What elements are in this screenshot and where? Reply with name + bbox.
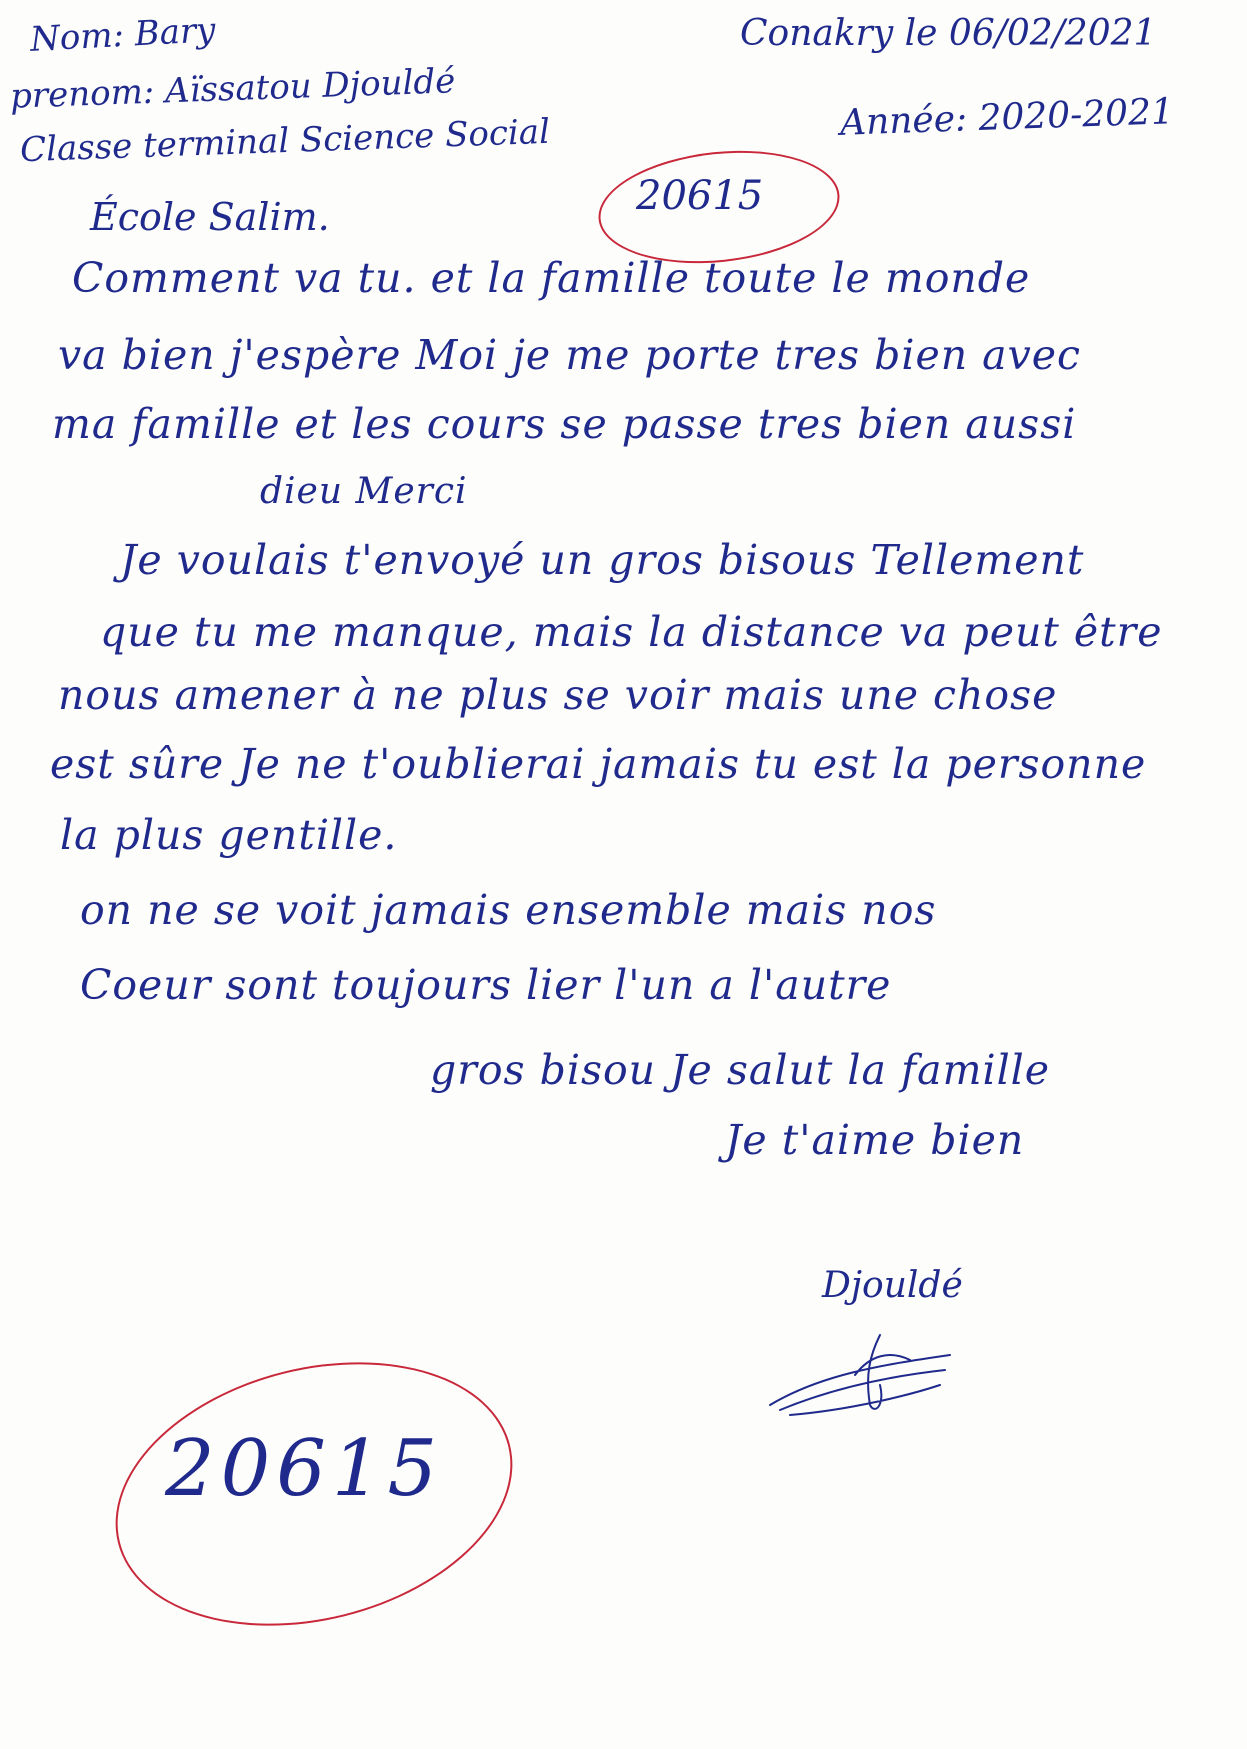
body-line-6: que tu me manque, mais la distance va peut être	[100, 608, 1163, 656]
signature-scribble	[760, 1315, 960, 1425]
body-line-2: va bien j'espère Moi je me porte tres bien avec	[58, 331, 1081, 379]
header-annee: Année: 2020-2021	[839, 91, 1175, 144]
body-line-7: nous amener à ne plus se voir mais une chose	[58, 671, 1058, 719]
header-lieu-date: Conakry le 06/02/2021	[740, 13, 1157, 54]
body-line-11: Coeur sont toujours lier l'un a l'autre	[80, 961, 892, 1009]
signature-name: Djouldé	[822, 1265, 963, 1306]
body-line-9: la plus gentille.	[60, 811, 398, 859]
body-line-4: dieu Merci	[260, 471, 468, 512]
body-line-3: ma famille et les cours se passe tres bien aussi	[52, 400, 1077, 448]
body-line-8: est sûre Je ne t'oublierai jamais tu est la personne	[50, 740, 1147, 788]
header-classe: Classe terminal Science Social	[19, 111, 551, 171]
stamp-top-number: 20615	[636, 173, 764, 219]
header-nom: Nom: Bary	[29, 10, 217, 60]
body-line-13: Je t'aime bien	[725, 1116, 1025, 1164]
body-line-10: on ne se voit jamais ensemble mais nos	[80, 886, 937, 934]
header-prenom: prenom: Aïssatou Djouldé	[9, 61, 456, 117]
header-ecole: École Salim.	[90, 195, 330, 239]
body-line-12: gros bisou Je salut la famille	[430, 1046, 1051, 1094]
body-line-5: Je voulais t'envoyé un gros bisous Tellement	[120, 536, 1085, 584]
body-line-1: Comment va tu. et la famille toute le monde	[72, 254, 1031, 302]
stamp-bottom-number: 20615	[165, 1424, 444, 1514]
